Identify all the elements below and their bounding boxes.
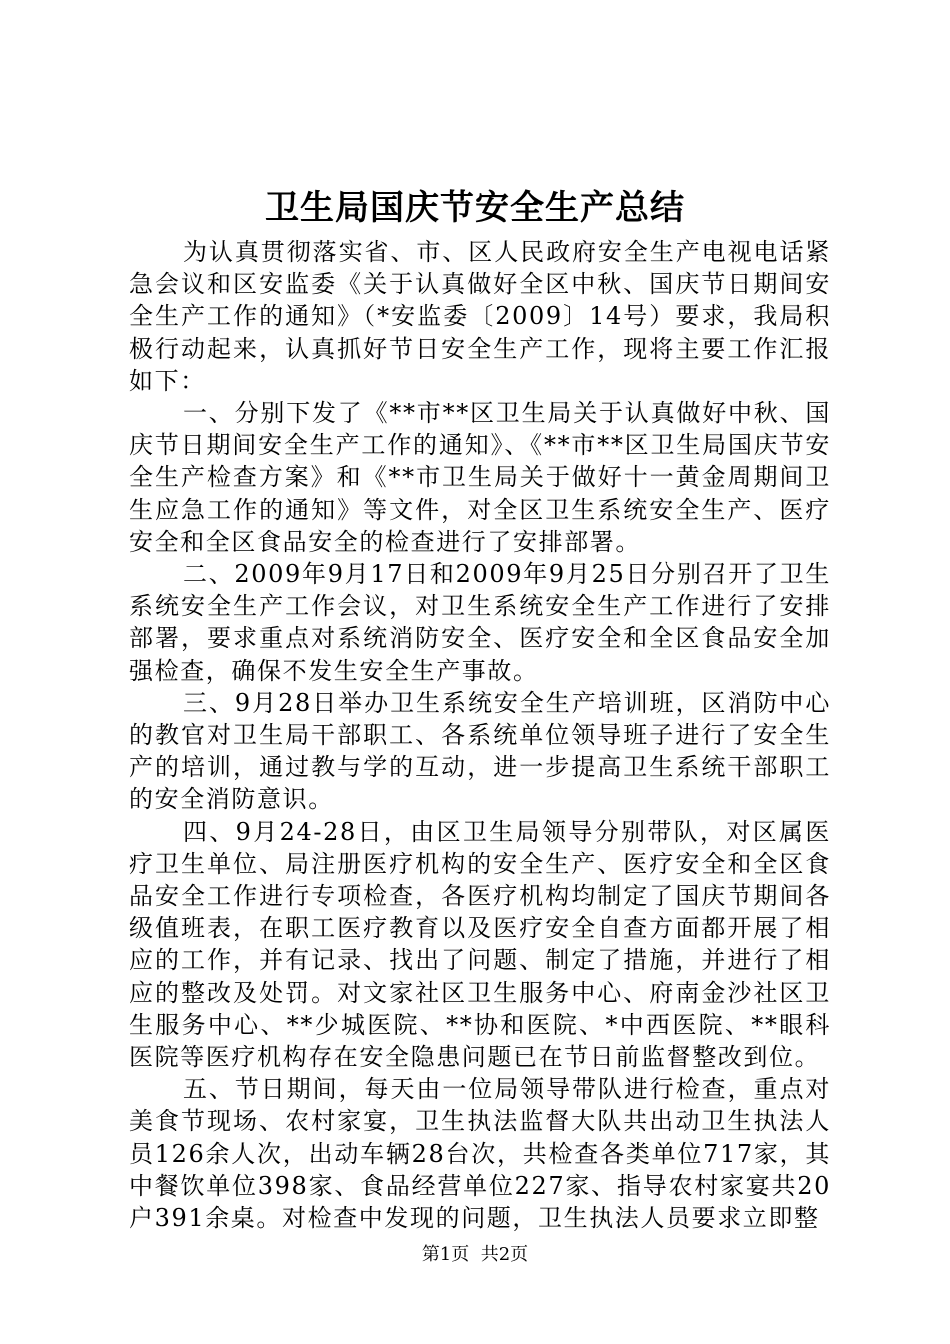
document-body: [129, 236, 831, 1234]
document-title: 卫生局国庆节安全生产总结: [265, 188, 685, 228]
paragraph-item-3: 三、9月28日举办卫生系统安全生产培训班，区消防中心的教官对卫生局干部职工、各系统单位领导班子进行了安全生产的培训，通过教与学的互动，进一步提高卫生系统干部职工的安全消防意识。: [129, 688, 831, 814]
paragraph-intro: 为认真贯彻落实省、市、区人民政府安全生产电视电话紧急会议和区安监委《关于认真做好全区中秋、国庆节日期间安全生产工作的通知》（*安监委〔2009〕14号）要求，我局积极行动起来，认真抓好节日安全生产工作，现将主要工作汇报如下：: [129, 238, 831, 395]
paragraph-item-5: 五、节日期间，每天由一位局领导带队进行检查，重点对美食节现场、农村家宴，卫生执法监督大队共出动卫生执法人员126余人次，出动车辆28台次，共检查各类单位717家，其中餐饮单位398家、食品经营单位227家、指导农村家宴共20户391余桌。对检查中发现的问题，卫生执法人员要求立即整: [129, 1075, 831, 1233]
page-number: 第1页 共2页: [421, 1244, 529, 1265]
paragraph-item-1: 一、分别下发了《**市**区卫生局关于认真做好中秋、国庆节日期间安全生产工作的通知》、《**市**区卫生局国庆节安全生产检查方案》和《**市卫生局关于做好十一黄金周期间卫生应急工作的通知》等文件，对全区卫生系统安全生产、医疗安全和全区食品安全的检查进行了安排部署。: [129, 399, 831, 556]
page-footer: [0, 1242, 950, 1268]
paragraph-item-4: 四、9月24-28日，由区卫生局领导分别带队，对区属医疗卫生单位、局注册医疗机构的安全生产、医疗安全和全区食品安全工作进行专项检查，各医疗机构均制定了国庆节期间各级值班表，在职工医疗教育以及医疗安全自查方面都开展了相应的工作，并有记录、找出了问题、制定了措施，并进行了相应的整改及处罚。对文家社区卫生服务中心、府南金沙社区卫生服务中心、**少城医院、**协和医院、*中西医院、**眼科医院等医疗机构存在安全隐患问题已在节日前监督整改到位。: [129, 817, 831, 1072]
paragraph-item-2: 二、2009年9月17日和2009年9月25日分别召开了卫生系统安全生产工作会议，对卫生系统安全生产工作进行了安排部署，要求重点对系统消防安全、医疗安全和全区食品安全加强检查，确保不发生安全生产事故。: [129, 560, 831, 685]
